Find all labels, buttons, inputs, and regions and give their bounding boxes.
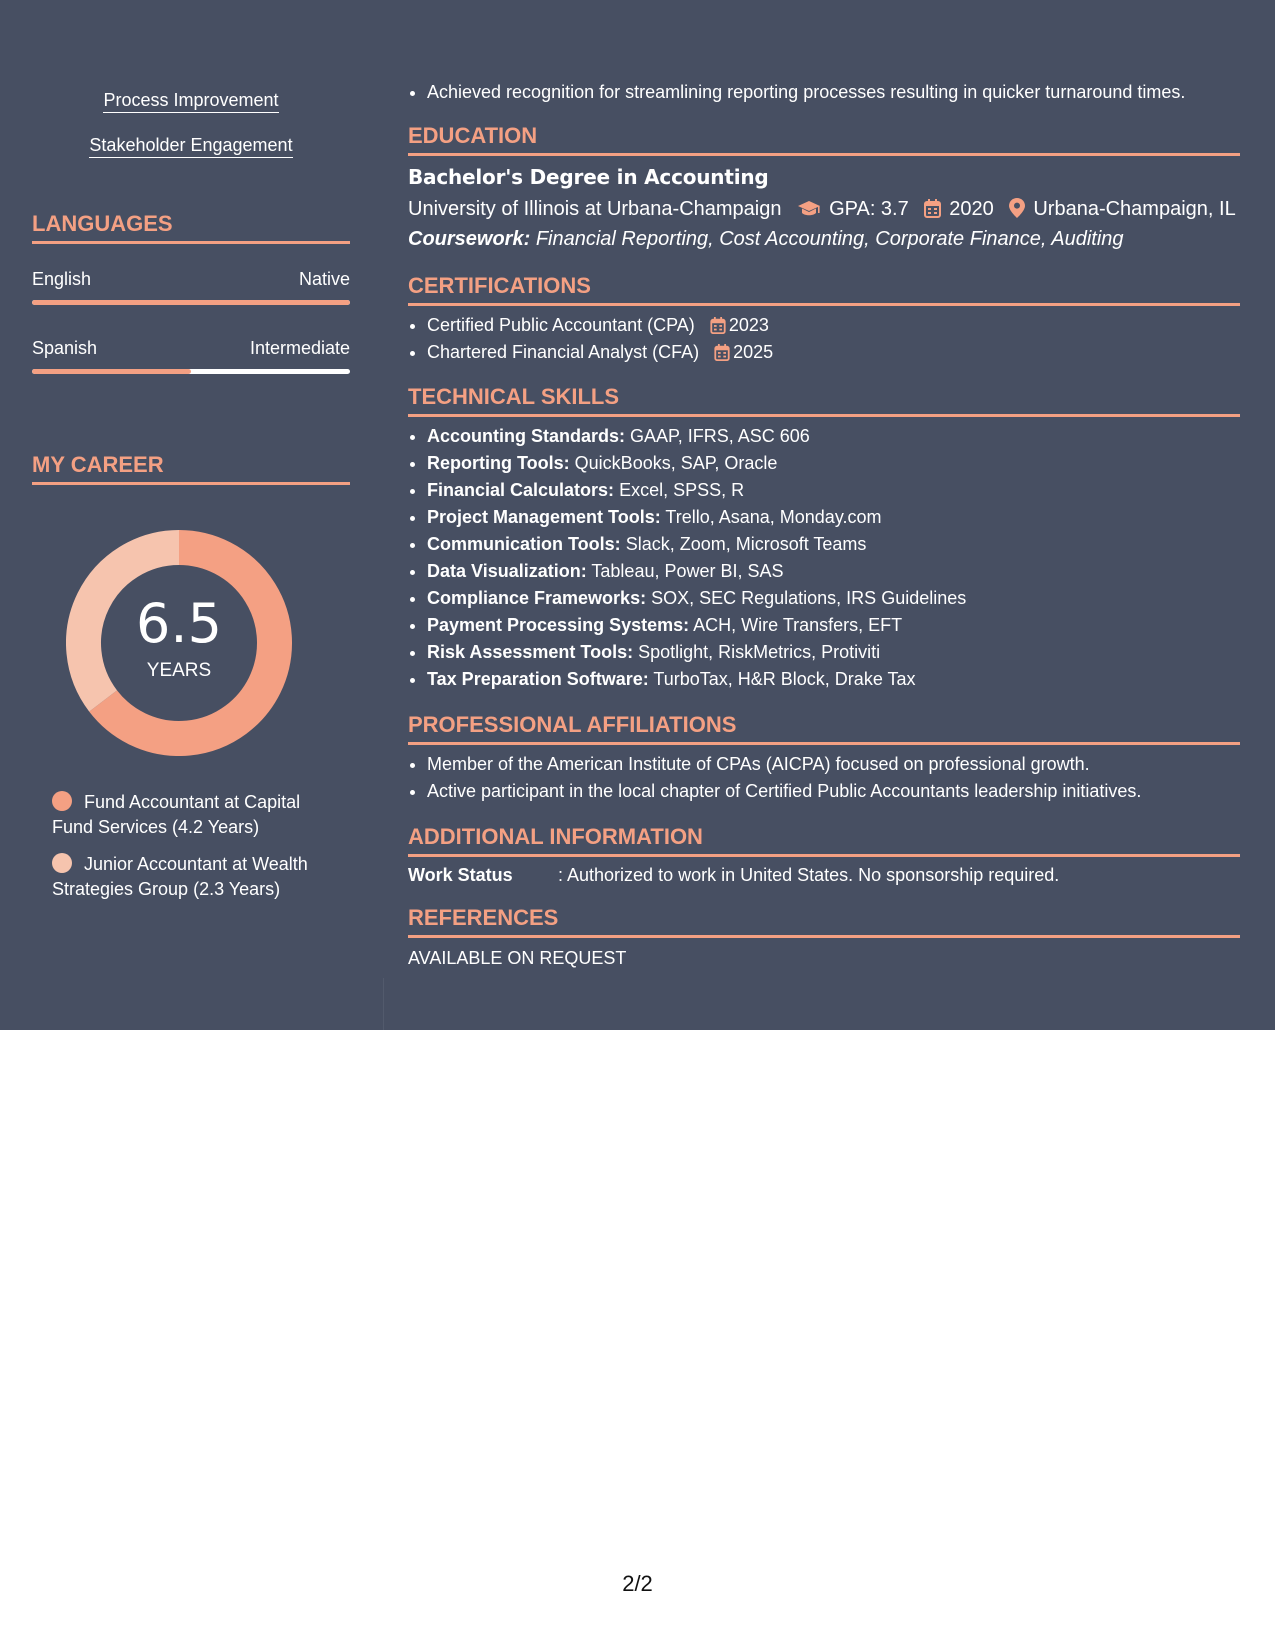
skill-category: Accounting Standards:: [427, 426, 626, 446]
technical-skill-item: [427, 531, 1240, 558]
work-status-row: [408, 864, 1059, 886]
certification-date: [710, 312, 769, 339]
skill-category: Communication Tools:: [427, 534, 621, 554]
skill-label: Process Improvement: [103, 90, 278, 113]
page-number: 2/2: [622, 1571, 653, 1596]
work-status-label: Work Status: [408, 865, 513, 885]
affiliations-list: [408, 751, 1240, 805]
language-proficiency-fill: [32, 300, 350, 305]
affiliations-heading: PROFESSIONAL AFFILIATIONS: [408, 712, 1240, 745]
skill-values: Trello, Asana, Monday.com: [665, 507, 882, 527]
career-role-label: Junior Accountant at Wealth Strategies Group (2.3 Years): [52, 854, 308, 899]
career-unit: YEARS: [146, 660, 212, 681]
graduation-cap-icon: [797, 199, 821, 225]
technical-skill-item: [427, 423, 1240, 450]
skill-values: SOX, SEC Regulations, IRS Guidelines: [651, 588, 967, 608]
certification-item: [427, 312, 1240, 339]
skill-values: TurboTax, H&R Block, Drake Tax: [653, 669, 916, 689]
technical-skill-item: [427, 477, 1240, 504]
legend-dot: [52, 853, 72, 873]
skill-category: Compliance Frameworks:: [427, 588, 647, 608]
technical-skill-item: [427, 450, 1240, 477]
career-legend-item: [52, 852, 342, 902]
certification-date: [714, 339, 773, 366]
skill-values: Slack, Zoom, Microsoft Teams: [625, 534, 867, 554]
languages-heading: LANGUAGES: [32, 211, 350, 244]
coursework: [408, 226, 1124, 252]
additional-info-heading: ADDITIONAL INFORMATION: [408, 824, 1240, 857]
technical-skills-heading: TECHNICAL SKILLS: [408, 384, 1240, 417]
technical-skill-item: [427, 666, 1240, 693]
skill-values: Spotlight, RiskMetrics, Protiviti: [638, 642, 881, 662]
skill-label: Stakeholder Engagement: [89, 135, 292, 158]
school-location: Urbana-Champaign, IL: [1033, 198, 1236, 220]
certification-item: [427, 339, 1240, 366]
certification-name: Certified Public Accountant (CPA): [427, 315, 695, 335]
calendar-icon: [710, 317, 726, 334]
language-name: Spanish: [32, 338, 98, 358]
references-text: AVAILABLE ON REQUEST: [408, 948, 627, 968]
skill-values: GAAP, IFRS, ASC 606: [630, 426, 810, 446]
school-name: University of Illinois at Urbana-Champaign: [408, 198, 782, 220]
graduation-year: 2020: [949, 198, 994, 220]
career-legend-item: [52, 790, 342, 840]
career-total: 6.5: [136, 592, 222, 655]
skill-category: Payment Processing Systems:: [427, 615, 690, 635]
references-heading: REFERENCES: [408, 905, 1240, 938]
skill-category: Risk Assessment Tools:: [427, 642, 634, 662]
certifications-list: [408, 312, 1240, 366]
education-meta: [408, 196, 1236, 225]
affiliation-item: • Member of the American Institute of CPAs (AICPA) focused on professional growth.: [427, 751, 1240, 778]
skill-values: ACH, Wire Transfers, EFT: [693, 615, 903, 635]
skill-values: Tableau, Power BI, SAS: [591, 561, 784, 581]
calendar-icon: [924, 199, 941, 225]
work-status-value: : Authorized to work in United States. No sponsorship required.: [558, 865, 1060, 885]
career-role-label: Fund Accountant at Capital Fund Services (4.2 Years): [52, 792, 301, 837]
skill-category: Financial Calculators:: [427, 480, 615, 500]
technical-skill-item: [427, 612, 1240, 639]
certification-name: Chartered Financial Analyst (CFA): [427, 342, 700, 362]
legend-dot: [52, 791, 72, 811]
coursework-label: Coursework:: [408, 228, 531, 250]
experience-bullets: [408, 79, 1240, 106]
language-proficiency-bar: [32, 300, 350, 305]
degree-title: Bachelor's Degree in Accounting: [408, 165, 769, 189]
technical-skill-item: [427, 504, 1240, 531]
skill-category: Data Visualization:: [427, 561, 587, 581]
career-heading: MY CAREER: [32, 452, 350, 485]
skill-values: QuickBooks, SAP, Oracle: [574, 453, 778, 473]
skill-category: Reporting Tools:: [427, 453, 570, 473]
technical-skill-item: [427, 639, 1240, 666]
certifications-heading: CERTIFICATIONS: [408, 273, 1240, 306]
gpa: GPA: 3.7: [829, 198, 909, 220]
technical-skill-item: [427, 585, 1240, 612]
language-name: English: [32, 269, 92, 289]
calendar-icon: [714, 344, 730, 361]
column-divider: [383, 978, 384, 1030]
skill-values: Excel, SPSS, R: [619, 480, 745, 500]
education-heading: EDUCATION: [408, 123, 1240, 156]
skill-category: Project Management Tools:: [427, 507, 661, 527]
certification-year: 2025: [733, 342, 774, 362]
certification-year: 2023: [728, 315, 769, 335]
location-pin-icon: [1009, 198, 1025, 225]
language-level: Native: [298, 269, 350, 289]
language-proficiency-fill: [32, 369, 191, 374]
coursework-list: Financial Reporting, Cost Accounting, Corporate Finance, Auditing: [535, 228, 1124, 250]
skill-item: [32, 134, 350, 156]
technical-skill-item: [427, 558, 1240, 585]
experience-bullet: • Achieved recognition for streamlining reporting processes resulting in quicker turnaround times.: [427, 79, 1240, 106]
skill-item: [32, 89, 350, 111]
affiliation-item: • Active participant in the local chapter of Certified Public Accountants leadership initiatives.: [427, 778, 1240, 805]
language-proficiency-bar: [32, 369, 350, 374]
language-level: Intermediate: [249, 338, 350, 358]
career-donut-chart: [66, 530, 292, 756]
skill-category: Tax Preparation Software:: [427, 669, 649, 689]
technical-skills-list: [408, 423, 1240, 693]
